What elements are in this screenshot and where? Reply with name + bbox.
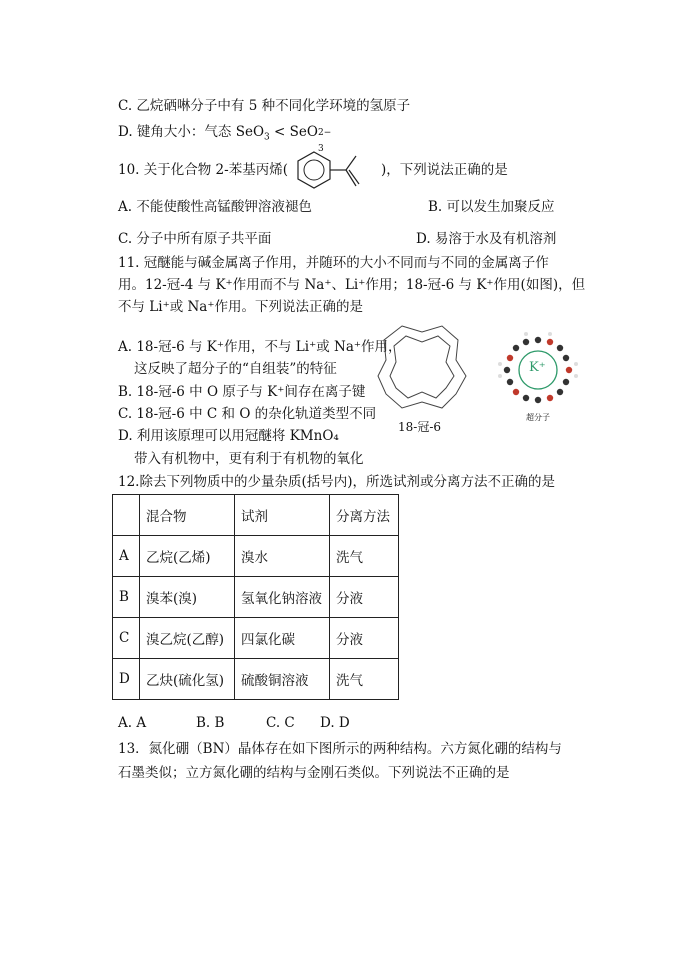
table-cell: C	[113, 618, 140, 659]
q12-stem: 12.除去下列物质中的少量杂质(括号内)，所选试剂或分离方法不正确的是	[118, 474, 556, 490]
q10-stem-a: 10. 关于化合物 2-苯基丙烯(	[118, 162, 288, 178]
q9-sub1: 3	[264, 132, 270, 143]
table-cell: 溴水	[235, 536, 330, 577]
q11-option-b: B. 18-冠-6 中 O 原子与 K⁺间存在离子键	[118, 384, 366, 400]
table-cell: 洗气	[330, 536, 399, 577]
q9-lt: < SeO	[269, 124, 318, 140]
crown-ether-label: 18-冠-6	[398, 420, 442, 434]
k-ion-label: K⁺	[529, 360, 546, 375]
q9-option-d	[118, 123, 332, 154]
q10-option-a: A. 不能使酸性高锰酸钾溶液褪色	[118, 199, 312, 215]
table-cell: 四氯化碳	[235, 618, 330, 659]
crown-ether-ring-figure	[370, 318, 474, 418]
q13-stem-line2: 石墨类似；立方氮化硼的结构与金刚石类似。下列说法不正确的是	[118, 765, 510, 781]
q11-option-a-line2: 这反映了超分子的“自组装”的特征	[134, 361, 337, 377]
q12-choice-b: B. B	[196, 715, 225, 731]
q12-choice-c: C. C	[266, 715, 295, 731]
q9-sub2: 3	[317, 144, 324, 154]
q10-stem-b: )，下列说法正确的是	[381, 162, 508, 178]
q9-option-c: C. 乙烷硒啉分子中有 5 种不同化学环境的氢原子	[118, 98, 411, 114]
table-cell: 氢氧化钠溶液	[235, 577, 330, 618]
table-header-cell: 分离方法	[330, 495, 399, 536]
table-cell: 硫酸铜溶液	[235, 659, 330, 700]
table-header-cell: 试剂	[235, 495, 330, 536]
table-header-row	[113, 495, 399, 536]
q11-option-a-line1: A. 18-冠-6 与 K⁺作用，不与 Li⁺或 Na⁺作用，	[118, 339, 402, 355]
phenylpropene-structure	[290, 146, 382, 194]
q9-sup2: 2−	[317, 128, 332, 138]
q11-option-d-line1: D. 利用该原理可以用冠醚将 KMnO₄	[118, 428, 339, 444]
table-row	[113, 536, 399, 577]
table-row	[113, 577, 399, 618]
q12-choice-d: D. D	[320, 715, 350, 731]
supramolecule-label: 超分子	[526, 413, 550, 422]
table-cell: 乙炔(硫化氢)	[140, 659, 235, 700]
table-cell: A	[113, 536, 140, 577]
q11-stem-line1: 11. 冠醚能与碱金属离子作用，并随环的大小不同而与不同的金属离子作	[118, 255, 549, 271]
q12-choice-a: A. A	[118, 715, 147, 731]
q10-option-d: D. 易溶于水及有机溶剂	[416, 231, 557, 247]
table-cell: B	[113, 577, 140, 618]
table-cell: 溴苯(溴)	[140, 577, 235, 618]
table-cell: 分液	[330, 577, 399, 618]
q10-option-c: C. 分子中所有原子共平面	[118, 231, 272, 247]
q13-stem-line1: 13．氮化硼（BN）晶体存在如下图所示的两种结构。六方氮化硼的结构与	[118, 741, 562, 757]
supramolecule-figure	[492, 330, 584, 422]
table-row	[113, 659, 399, 700]
q11-option-c: C. 18-冠-6 中 C 和 O 的杂化轨道类型不同	[118, 406, 377, 422]
table-header-cell: 混合物	[140, 495, 235, 536]
table-cell: 乙烷(乙烯)	[140, 536, 235, 577]
q10-option-b: B. 可以发生加聚反应	[428, 199, 555, 215]
table-cell: D	[113, 659, 140, 700]
q12-table	[112, 494, 399, 700]
table-row	[113, 618, 399, 659]
table-cell: 分液	[330, 618, 399, 659]
q11-stem-line2: 用。12-冠-4 与 K⁺作用而不与 Na⁺、Li⁺作用；18-冠-6 与 K⁺作用(如图)，但	[118, 277, 586, 293]
q11-stem-line3: 不与 Li⁺或 Na⁺作用。下列说法正确的是	[118, 299, 363, 315]
table-cell: 溴乙烷(乙醇)	[140, 618, 235, 659]
q9-option-d-text: D. 键角大小：气态 SeO	[118, 124, 265, 140]
q11-option-d-line2: 带入有机物中，更有利于有机物的氧化	[134, 451, 364, 467]
table-header-cell	[113, 495, 140, 536]
table-cell: 洗气	[330, 659, 399, 700]
